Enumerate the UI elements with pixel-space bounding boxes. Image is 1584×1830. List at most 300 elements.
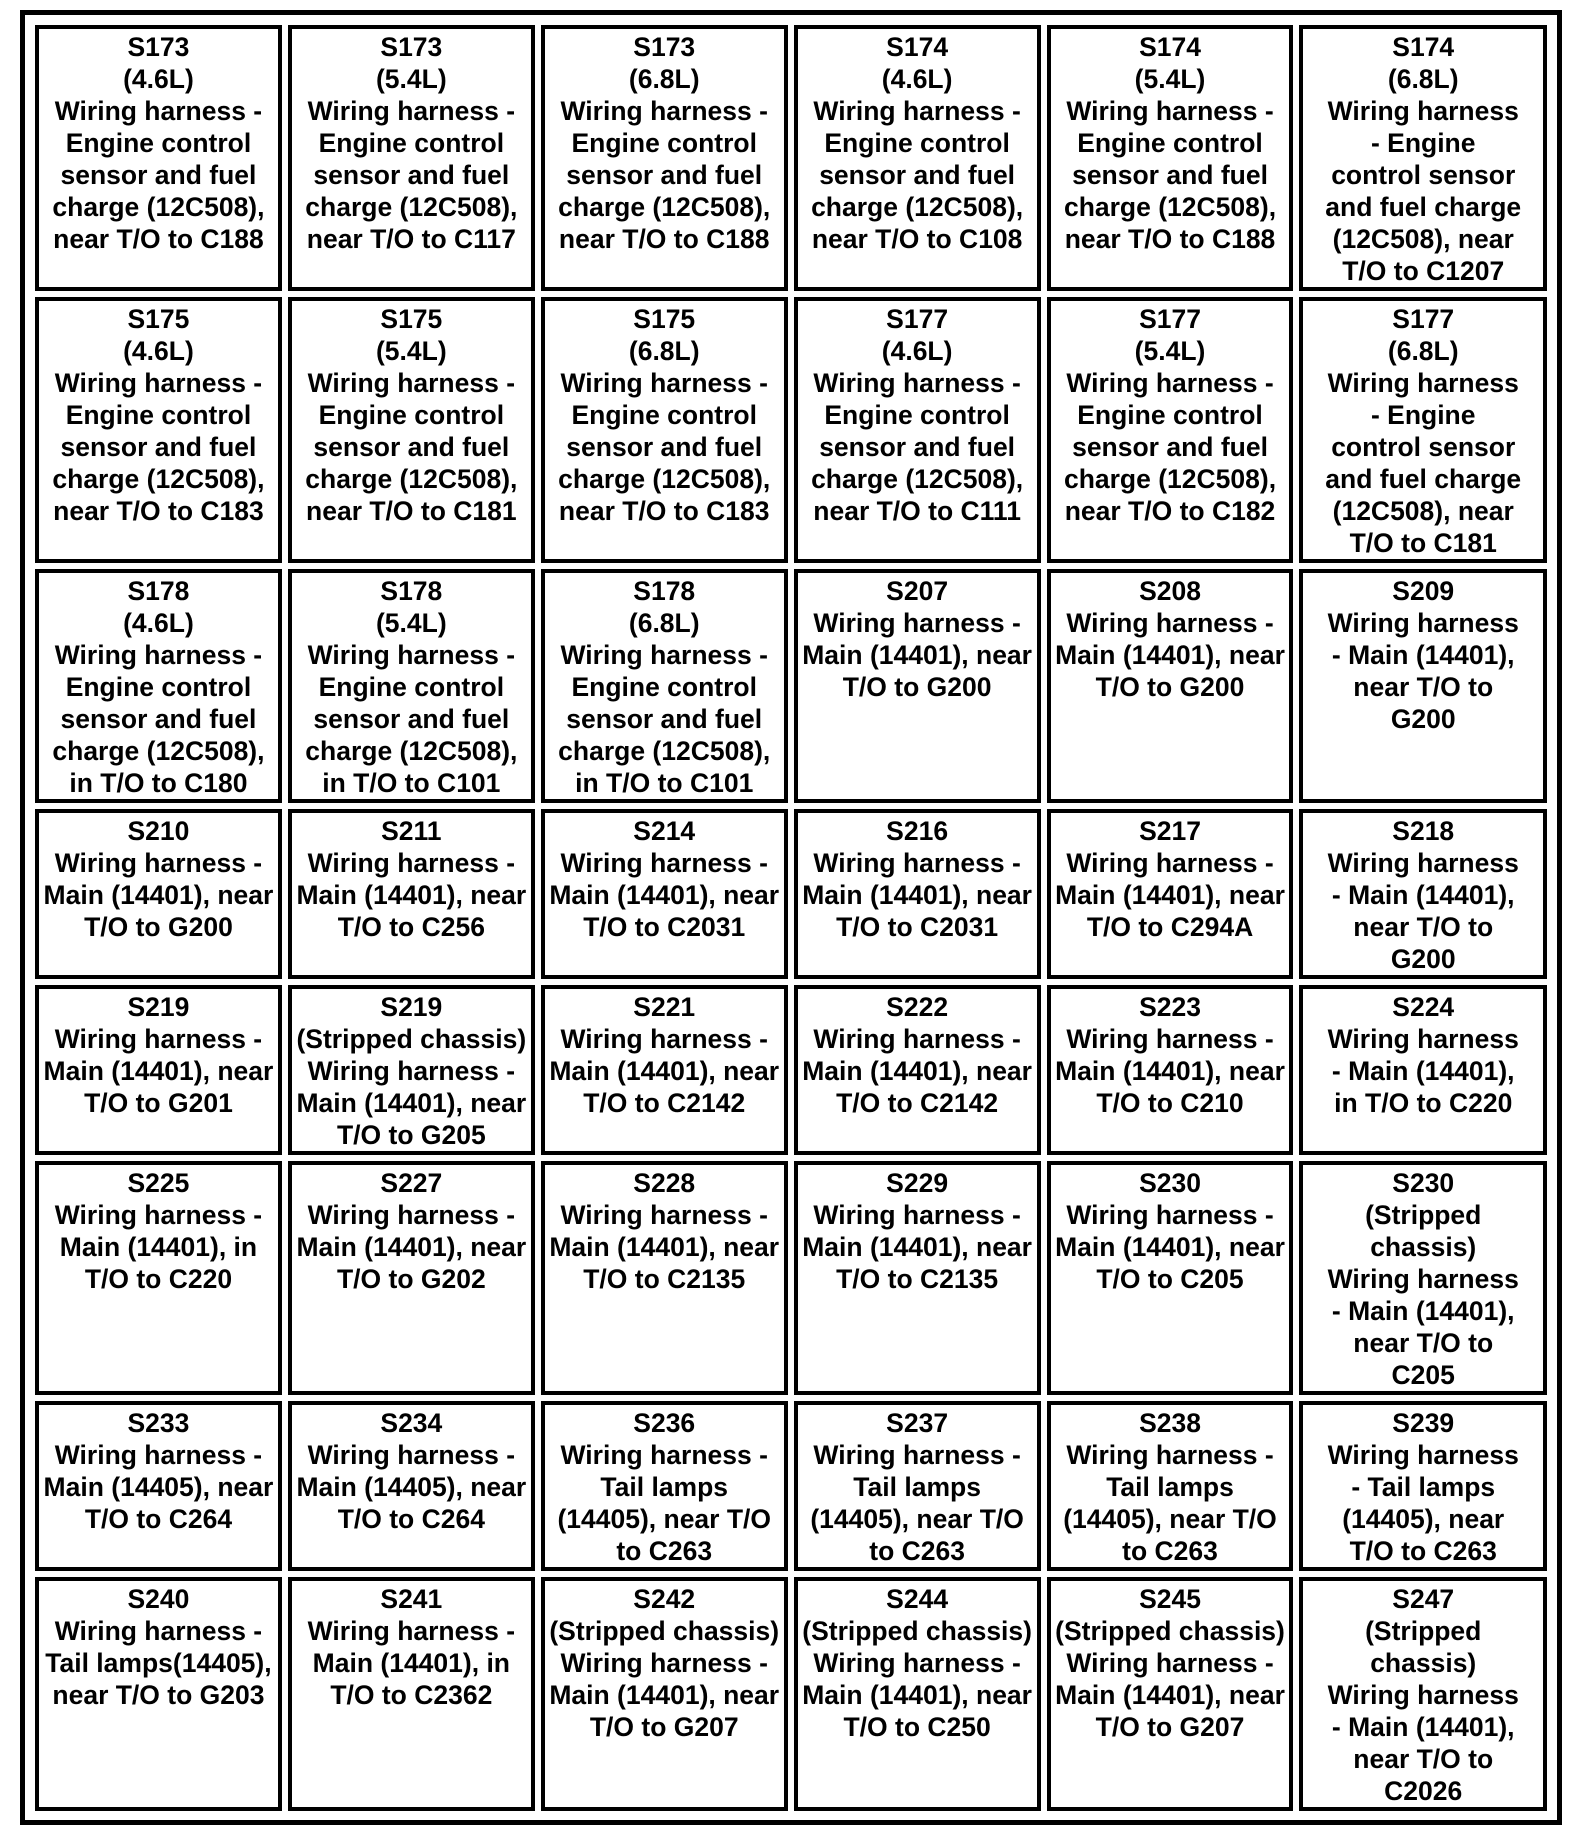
splice-description-line: charge (12C508), xyxy=(305,736,518,766)
splice-description-line: Wiring harness - xyxy=(813,1648,1021,1678)
splice-description-line: - Engine xyxy=(1370,400,1476,430)
splice-description-line: (4.6L) xyxy=(123,64,194,94)
splice-cell xyxy=(794,25,1041,291)
splice-description-line: sensor and fuel xyxy=(60,160,257,190)
splice-cell xyxy=(35,1161,282,1395)
splice-id: S229 xyxy=(886,1168,949,1198)
splice-cell xyxy=(1047,1577,1294,1811)
splice-id: S211 xyxy=(381,816,442,846)
splice-description-line: Wiring harness - xyxy=(560,640,768,670)
splice-cell xyxy=(288,1401,535,1571)
splice-description-line: Wiring harness - xyxy=(1066,1648,1274,1678)
splice-cell xyxy=(35,1577,282,1811)
splice-description-line: (4.6L) xyxy=(881,336,953,366)
splice-description-line: T/O to C2135 xyxy=(836,1264,999,1294)
splice-description-line: Wiring harness xyxy=(1327,1680,1519,1710)
splice-description-line: Tail lamps xyxy=(853,1472,981,1502)
splice-description-line: near T/O to C188 xyxy=(1064,224,1276,254)
splice-description-line: Wiring harness - xyxy=(813,1200,1021,1230)
splice-cell xyxy=(1299,297,1547,563)
splice-description-line: Wiring harness xyxy=(1327,608,1519,638)
splice-description-line: - Engine xyxy=(1370,128,1476,158)
splice-description-line: Wiring harness - xyxy=(54,1024,263,1054)
splice-description-line: Wiring harness - xyxy=(307,848,516,878)
splice-description-line: - Main (14401), xyxy=(1331,1056,1515,1086)
splice-cell xyxy=(794,809,1041,979)
splice-description-line: (6.8L) xyxy=(628,336,700,366)
splice-id: S223 xyxy=(1139,992,1201,1022)
splice-description-line: Engine control xyxy=(1077,400,1263,430)
splice-id: S209 xyxy=(1392,576,1455,606)
splice-description-line: Wiring harness - xyxy=(560,1200,768,1230)
splice-cell xyxy=(1047,985,1294,1155)
splice-cell xyxy=(1047,809,1294,979)
table-row xyxy=(35,985,1547,1155)
splice-id: S222 xyxy=(886,992,949,1022)
splice-cell xyxy=(288,809,535,979)
splice-description-line: sensor and fuel xyxy=(60,432,257,462)
splice-cell xyxy=(541,1577,788,1811)
splice-description-line: Main (14401), near xyxy=(802,640,1032,670)
splice-description-line: Wiring harness - xyxy=(54,640,263,670)
splice-description-line: T/O to C294A xyxy=(1086,912,1254,942)
splice-cell xyxy=(1299,25,1547,291)
splice-description-line: Main (14405), near xyxy=(43,1472,274,1502)
splice-description-line: in T/O to C101 xyxy=(322,768,501,798)
splice-cell xyxy=(1047,1161,1294,1395)
splice-description-line: Wiring harness - xyxy=(307,96,516,126)
splice-description-line: T/O to G200 xyxy=(1095,672,1245,702)
splice-description-line: Wiring harness - xyxy=(307,368,516,398)
splice-description-line: sensor and fuel xyxy=(1072,160,1268,190)
splice-description-line: Wiring harness - xyxy=(813,368,1021,398)
splice-id: S177 xyxy=(1139,304,1201,334)
splice-description-line: Wiring harness - xyxy=(1066,1200,1274,1230)
splice-id: S230 xyxy=(1392,1168,1455,1198)
splice-description-line: T/O to C1207 xyxy=(1342,256,1505,286)
splice-id: S175 xyxy=(127,304,190,334)
splice-cell xyxy=(794,297,1041,563)
splice-id: S174 xyxy=(1392,32,1455,62)
splice-id: S225 xyxy=(127,1168,190,1198)
splice-description-line: (5.4L) xyxy=(1134,64,1206,94)
splice-description-line: (Stripped chassis) xyxy=(549,1616,780,1646)
splice-description-line: Wiring harness - xyxy=(560,1024,768,1054)
splice-description-line: (14405), near xyxy=(1342,1504,1505,1534)
splice-description-line: Wiring harness - xyxy=(560,96,768,126)
table-row xyxy=(35,1161,1547,1395)
splice-description-line: charge (12C508), xyxy=(52,464,265,494)
splice-description-line: charge (12C508), xyxy=(558,464,771,494)
splice-cell xyxy=(541,25,788,291)
splice-description-line: (6.8L) xyxy=(628,608,700,638)
splice-description-line: Main (14401), near xyxy=(549,1680,780,1710)
splice-cell xyxy=(794,1161,1041,1395)
splice-description-line: (4.6L) xyxy=(123,336,194,366)
splice-description-line: Wiring harness xyxy=(1327,848,1519,878)
splice-description-line: Wiring harness - xyxy=(54,848,263,878)
splice-description-line: T/O to C2031 xyxy=(836,912,999,942)
splice-description-line: Main (14401), near xyxy=(549,880,780,910)
splice-description-line: T/O to G207 xyxy=(1095,1712,1245,1742)
table-row xyxy=(35,569,1547,803)
splice-description-line: T/O to G201 xyxy=(84,1088,233,1118)
splice-description-line: C205 xyxy=(1391,1360,1455,1390)
splice-description-line: Wiring harness - xyxy=(54,368,263,398)
splice-description-line: Engine control xyxy=(824,400,1010,430)
splice-cell xyxy=(35,569,282,803)
splice-cell xyxy=(541,985,788,1155)
splice-description-line: sensor and fuel xyxy=(566,160,763,190)
splice-description-line: sensor and fuel xyxy=(60,704,257,734)
splice-description-line: Wiring harness - xyxy=(813,848,1021,878)
splice-cell xyxy=(1299,1577,1547,1811)
splice-description-line: charge (12C508), xyxy=(811,464,1024,494)
splice-description-line: near T/O to xyxy=(1353,1744,1494,1774)
splice-cell xyxy=(1299,985,1547,1155)
splice-cell xyxy=(1299,569,1547,803)
splice-id: S230 xyxy=(1139,1168,1201,1198)
splice-description-line: Engine control xyxy=(824,128,1010,158)
splice-description-line: Main (14401), near xyxy=(1055,1232,1285,1262)
splice-description-line: (6.8L) xyxy=(1387,64,1459,94)
splice-description-line: (12C508), near xyxy=(1332,224,1514,254)
splice-description-line: Main (14401), near xyxy=(296,880,527,910)
splice-description-line: Wiring harness - xyxy=(307,1200,516,1230)
splice-description-line: Wiring harness - xyxy=(1066,368,1274,398)
splice-description-line: to C263 xyxy=(616,1536,713,1566)
table-row xyxy=(35,1577,1547,1811)
splice-description-line: Main (14401), near xyxy=(296,1232,527,1262)
splice-description-line: - Main (14401), xyxy=(1331,1296,1515,1326)
splice-table-frame xyxy=(20,10,1562,1825)
splice-description-line: in T/O to C180 xyxy=(69,768,248,798)
splice-description-line: Tail lamps xyxy=(600,1472,729,1502)
splice-id: S242 xyxy=(633,1584,696,1614)
splice-description-line: charge (12C508), xyxy=(305,464,518,494)
splice-description-line: Engine control xyxy=(65,400,252,430)
splice-description-line: charge (12C508), xyxy=(558,736,771,766)
splice-cell xyxy=(541,1161,788,1395)
splice-id: S234 xyxy=(380,1408,443,1438)
splice-description-line: (5.4L) xyxy=(375,336,447,366)
splice-id: S178 xyxy=(380,576,443,606)
splice-description-line: Main (14401), near xyxy=(43,1056,274,1086)
splice-cell xyxy=(794,1577,1041,1811)
splice-description-line: Wiring harness - xyxy=(560,848,768,878)
splice-description-line: Wiring harness - xyxy=(813,1440,1021,1470)
splice-cell xyxy=(541,1401,788,1571)
splice-description-line: Engine control xyxy=(65,672,252,702)
splice-description-line: Wiring harness - xyxy=(560,368,768,398)
splice-cell xyxy=(794,1401,1041,1571)
splice-description-line: (Stripped xyxy=(1365,1200,1482,1230)
splice-id: S173 xyxy=(380,32,443,62)
splice-description-line: (14405), near T/O xyxy=(557,1504,772,1534)
splice-cell xyxy=(1299,809,1547,979)
splice-id: S245 xyxy=(1139,1584,1201,1614)
splice-cell xyxy=(35,297,282,563)
splice-id: S224 xyxy=(1392,992,1455,1022)
splice-description-line: Main (14405), near xyxy=(296,1472,527,1502)
splice-description-line: T/O to G200 xyxy=(84,912,233,942)
splice-id: S210 xyxy=(127,816,190,846)
splice-description-line: Wiring harness - xyxy=(307,1616,516,1646)
splice-id: S219 xyxy=(127,992,190,1022)
splice-description-line: T/O to G202 xyxy=(336,1264,486,1294)
splice-description-line: sensor and fuel xyxy=(566,704,763,734)
splice-cell xyxy=(288,297,535,563)
splice-description-line: chassis) xyxy=(1370,1648,1477,1678)
splice-description-line: Main (14401), near xyxy=(1055,1680,1285,1710)
splice-description-line: Wiring harness - xyxy=(54,1200,263,1230)
splice-description-line: sensor and fuel xyxy=(313,704,510,734)
splice-description-line: Engine control xyxy=(571,128,757,158)
splice-description-line: Wiring harness - xyxy=(1066,608,1274,638)
splice-description-line: Wiring harness xyxy=(1327,1024,1519,1054)
splice-description-line: control sensor xyxy=(1331,432,1516,462)
splice-cell xyxy=(35,25,282,291)
splice-description-line: near T/O to xyxy=(1353,672,1494,702)
splice-id: S174 xyxy=(1139,32,1201,62)
splice-description-line: Wiring harness xyxy=(1327,1264,1519,1294)
splice-id: S247 xyxy=(1392,1584,1455,1614)
splice-description-line: sensor and fuel xyxy=(819,432,1016,462)
splice-cell xyxy=(1047,1401,1294,1571)
splice-id: S221 xyxy=(633,992,696,1022)
splice-description-line: Main (14401), in xyxy=(312,1648,510,1678)
table-row xyxy=(35,25,1547,291)
splice-id: S216 xyxy=(886,816,949,846)
splice-id: S207 xyxy=(886,576,949,606)
splice-description-line: in T/O to C101 xyxy=(575,768,754,798)
splice-cell xyxy=(288,1577,535,1811)
splice-id: S174 xyxy=(886,32,949,62)
splice-description-line: Wiring harness xyxy=(1327,368,1519,398)
splice-description-line: T/O to C2135 xyxy=(583,1264,746,1294)
splice-cell xyxy=(35,809,282,979)
splice-cell xyxy=(541,297,788,563)
splice-description-line: Wiring harness - xyxy=(560,1648,768,1678)
splice-cell xyxy=(1299,1401,1547,1571)
splice-location-table xyxy=(29,19,1553,1817)
splice-id: S214 xyxy=(633,816,696,846)
splice-id: S228 xyxy=(633,1168,696,1198)
splice-description-line: Wiring harness - xyxy=(307,1056,516,1086)
splice-description-line: - Main (14401), xyxy=(1331,1712,1515,1742)
splice-description-line: T/O to C256 xyxy=(337,912,485,942)
splice-description-line: Wiring harness - xyxy=(560,1440,768,1470)
splice-description-line: and fuel charge xyxy=(1325,192,1522,222)
splice-description-line: T/O to G207 xyxy=(589,1712,739,1742)
splice-description-line: (5.4L) xyxy=(375,608,447,638)
splice-description-line: in T/O to C220 xyxy=(1334,1088,1513,1118)
splice-id: S178 xyxy=(633,576,696,606)
splice-description-line: sensor and fuel xyxy=(566,432,763,462)
splice-description-line: (14405), near T/O xyxy=(810,1504,1024,1534)
splice-description-line: Wiring harness - xyxy=(54,1440,263,1470)
splice-description-line: T/O to C210 xyxy=(1096,1088,1244,1118)
splice-description-line: Wiring harness - xyxy=(1066,848,1274,878)
splice-description-line: charge (12C508), xyxy=(558,192,771,222)
splice-description-line: Main (14401), near xyxy=(296,1088,527,1118)
splice-description-line: near T/O to xyxy=(1353,1328,1494,1358)
splice-description-line: charge (12C508), xyxy=(1063,192,1277,222)
splice-id: S173 xyxy=(127,32,190,62)
splice-description-line: charge (12C508), xyxy=(305,192,518,222)
splice-description-line: sensor and fuel xyxy=(313,160,510,190)
splice-description-line: sensor and fuel xyxy=(819,160,1016,190)
splice-id: S173 xyxy=(633,32,696,62)
splice-description-line: Tail lamps xyxy=(1106,1472,1234,1502)
splice-description-line: Wiring harness - xyxy=(813,96,1021,126)
splice-id: S219 xyxy=(380,992,443,1022)
splice-description-line: Main (14401), near xyxy=(1055,880,1285,910)
splice-description-line: sensor and fuel xyxy=(1072,432,1268,462)
splice-id: S241 xyxy=(380,1584,443,1614)
splice-description-line: C2026 xyxy=(1384,1776,1463,1806)
splice-description-line: and fuel charge xyxy=(1325,464,1522,494)
splice-description-line: charge (12C508), xyxy=(1063,464,1277,494)
splice-description-line: Engine control xyxy=(318,128,505,158)
splice-description-line: (Stripped chassis) xyxy=(1055,1616,1285,1646)
splice-id: S237 xyxy=(886,1408,949,1438)
table-row xyxy=(35,297,1547,563)
splice-id: S175 xyxy=(380,304,443,334)
splice-description-line: (Stripped chassis) xyxy=(296,1024,527,1054)
splice-cell xyxy=(35,1401,282,1571)
splice-description-line: (4.6L) xyxy=(881,64,953,94)
splice-description-line: near T/O to C183 xyxy=(558,496,770,526)
splice-description-line: T/O to C264 xyxy=(337,1504,485,1534)
splice-id: S244 xyxy=(886,1584,949,1614)
table-row xyxy=(35,809,1547,979)
splice-id: S239 xyxy=(1392,1408,1455,1438)
splice-id: S177 xyxy=(886,304,949,334)
splice-description-line: near T/O to C181 xyxy=(306,496,517,526)
splice-description-line: near T/O to C182 xyxy=(1064,496,1276,526)
splice-description-line: Wiring harness - xyxy=(307,640,516,670)
splice-description-line: Wiring harness xyxy=(1327,1440,1519,1470)
splice-description-line: near T/O to C111 xyxy=(813,496,1021,526)
splice-cell xyxy=(1047,297,1294,563)
splice-cell xyxy=(1299,1161,1547,1395)
splice-cell xyxy=(541,809,788,979)
splice-description-line: Main (14401), near xyxy=(43,880,274,910)
splice-description-line: T/O to C205 xyxy=(1096,1264,1244,1294)
splice-description-line: (5.4L) xyxy=(375,64,447,94)
splice-cell xyxy=(1047,25,1294,291)
splice-description-line: T/O to G205 xyxy=(336,1120,486,1150)
splice-id: S217 xyxy=(1139,816,1201,846)
splice-description-line: Wiring harness xyxy=(1327,96,1519,126)
splice-cell xyxy=(794,985,1041,1155)
splice-description-line: control sensor xyxy=(1331,160,1516,190)
splice-description-line: charge (12C508), xyxy=(52,192,265,222)
splice-description-line: T/O to C2142 xyxy=(583,1088,746,1118)
splice-description-line: T/O to C220 xyxy=(84,1264,233,1294)
splice-description-line: near T/O to C188 xyxy=(53,224,264,254)
splice-description-line: Wiring harness - xyxy=(1066,1440,1274,1470)
splice-description-line: Main (14401), near xyxy=(802,1056,1032,1086)
splice-description-line: chassis) xyxy=(1370,1232,1477,1262)
splice-description-line: Engine control xyxy=(318,672,505,702)
splice-description-line: Main (14401), in xyxy=(59,1232,258,1262)
splice-description-line: Wiring harness - xyxy=(1066,96,1274,126)
splice-description-line: Tail lamps(14405), xyxy=(45,1648,272,1678)
splice-id: S240 xyxy=(127,1584,190,1614)
splice-description-line: T/O to C2142 xyxy=(836,1088,999,1118)
splice-description-line: Engine control xyxy=(65,128,252,158)
splice-id: S178 xyxy=(127,576,190,606)
splice-description-line: T/O to C2031 xyxy=(583,912,746,942)
table-row xyxy=(35,1401,1547,1571)
splice-description-line: Main (14401), near xyxy=(802,880,1032,910)
splice-description-line: G200 xyxy=(1390,944,1456,974)
splice-description-line: T/O to C2362 xyxy=(330,1680,493,1710)
splice-id: S175 xyxy=(633,304,696,334)
splice-description-line: charge (12C508), xyxy=(811,192,1024,222)
splice-id: S238 xyxy=(1139,1408,1201,1438)
splice-description-line: Engine control xyxy=(571,400,757,430)
splice-cell xyxy=(1047,569,1294,803)
splice-description-line: sensor and fuel xyxy=(313,432,510,462)
splice-description-line: Wiring harness - xyxy=(1066,1024,1274,1054)
splice-description-line: Wiring harness - xyxy=(54,96,263,126)
splice-description-line: Main (14401), near xyxy=(549,1056,780,1086)
splice-description-line: to C263 xyxy=(869,1536,965,1566)
splice-description-line: - Tail lamps xyxy=(1351,1472,1496,1502)
splice-cell xyxy=(541,569,788,803)
splice-description-line: near T/O to G203 xyxy=(52,1680,265,1710)
splice-description-line: charge (12C508), xyxy=(52,736,265,766)
splice-id: S227 xyxy=(380,1168,443,1198)
splice-description-line: (14405), near T/O xyxy=(1063,1504,1277,1534)
splice-description-line: Main (14401), near xyxy=(802,1232,1032,1262)
splice-description-line: Engine control xyxy=(318,400,505,430)
splice-description-line: near T/O to C188 xyxy=(558,224,770,254)
splice-id: S177 xyxy=(1392,304,1455,334)
splice-description-line: Main (14401), near xyxy=(549,1232,780,1262)
splice-description-line: Wiring harness - xyxy=(813,608,1021,638)
splice-cell xyxy=(35,985,282,1155)
splice-description-line: near T/O to xyxy=(1353,912,1494,942)
splice-description-line: (Stripped chassis) xyxy=(802,1616,1032,1646)
splice-description-line: near T/O to C108 xyxy=(811,224,1023,254)
splice-id: S218 xyxy=(1392,816,1455,846)
splice-cell xyxy=(288,569,535,803)
splice-description-line: near T/O to C183 xyxy=(53,496,264,526)
splice-description-line: Main (14401), near xyxy=(1055,640,1285,670)
splice-cell xyxy=(794,569,1041,803)
splice-description-line: T/O to C250 xyxy=(843,1712,991,1742)
splice-description-line: T/O to G200 xyxy=(842,672,992,702)
splice-description-line: Wiring harness - xyxy=(54,1616,263,1646)
splice-description-line: Engine control xyxy=(1077,128,1263,158)
splice-description-line: G200 xyxy=(1390,704,1456,734)
splice-description-line: to C263 xyxy=(1122,1536,1218,1566)
splice-description-line: Main (14401), near xyxy=(802,1680,1032,1710)
splice-description-line: Wiring harness - xyxy=(307,1440,516,1470)
splice-id: S236 xyxy=(633,1408,696,1438)
splice-description-line: near T/O to C117 xyxy=(306,224,516,254)
splice-description-line: Main (14401), near xyxy=(1055,1056,1285,1086)
splice-cell xyxy=(288,985,535,1155)
splice-cell xyxy=(288,25,535,291)
splice-description-line: (5.4L) xyxy=(1134,336,1206,366)
splice-description-line: T/O to C181 xyxy=(1349,528,1497,558)
splice-description-line: T/O to C264 xyxy=(84,1504,233,1534)
